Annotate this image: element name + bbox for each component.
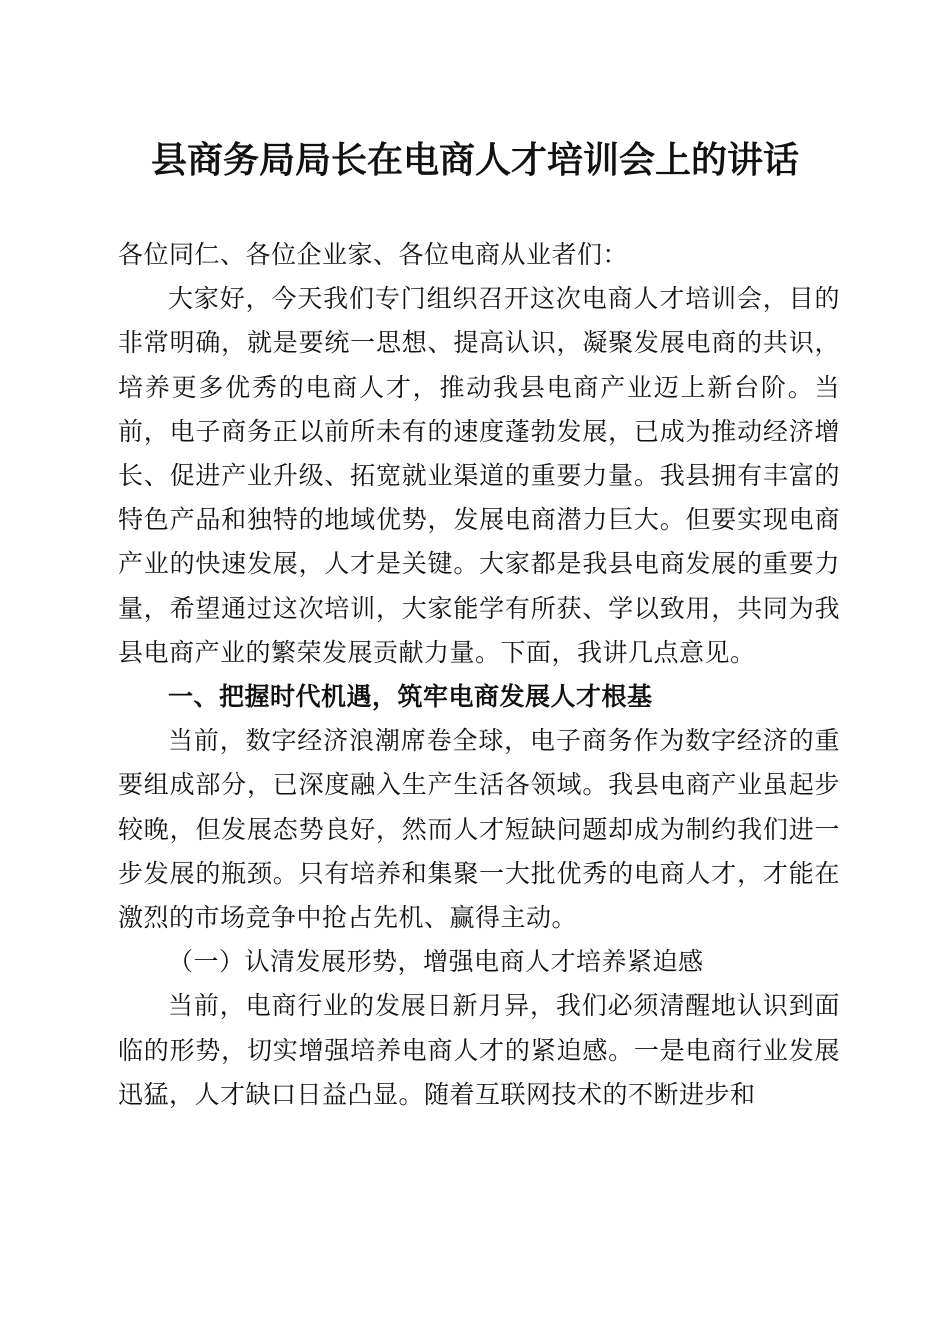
- subsection-paragraph: 当前，电商行业的发展日新月异，我们必须清醒地认识到面临的形势，切实增强培养电商人才的紧迫感。一是电商行业发展迅猛，人才缺口日益凸显。随着互联网技术的不断进步和: [118, 991, 840, 1109]
- subsection-heading: （一）认清发展形势，增强电商人才培养紧迫感: [168, 947, 704, 977]
- section-paragraph: 当前，数字经济浪潮席卷全球，电子商务作为数字经济的重要组成部分，已深度融入生产生活各领域。我县电商产业虽起步较晚，但发展态势良好，然而人才短缺问题却成为制约我们进一步发展的瓶颈。只有培养和集聚一大批优秀的电商人才，才能在激烈的市场竞争中抢占先机、赢得主动。: [118, 726, 840, 933]
- section-heading: 一、把握时代机遇，筑牢电商发展人才根基: [168, 682, 653, 712]
- salutation: 各位同仁、各位企业家、各位电商从业者们：: [118, 240, 629, 269]
- document-body: [118, 233, 840, 1117]
- document-title: 县商务局局长在电商人才培训会上的讲话: [150, 139, 799, 181]
- intro-paragraph: 大家好，今天我们专门组织召开这次电商人才培训会，目的非常明确，就是要统一思想、提高认识，凝聚发展电商的共识，培养更多优秀的电商人才，推动我县电商产业迈上新台阶。当前，电子商务正以前所未有的速度蓬勃发展，已成为推动经济增长、促进产业升级、拓宽就业渠道的重要力量。我县拥有丰富的特色产品和独特的地域优势，发展电商潜力巨大。但要实现电商产业的快速发展，人才是关键。大家都是我县电商发展的重要力量，希望通过这次培训，大家能学有所获、学以致用，共同为我县电商产业的繁荣发展贡献力量。下面，我讲几点意见。: [118, 284, 840, 667]
